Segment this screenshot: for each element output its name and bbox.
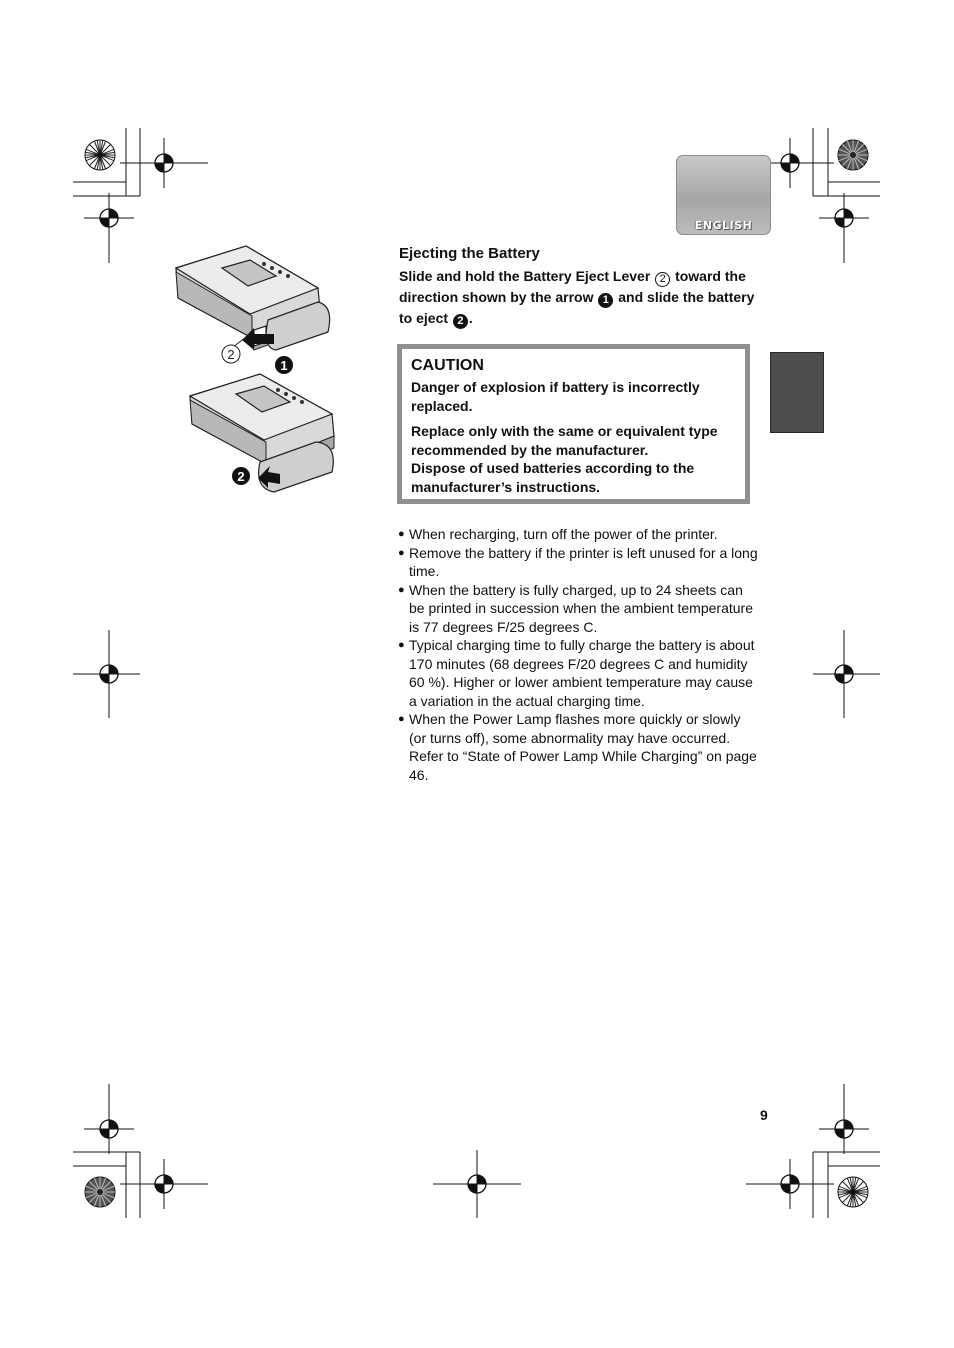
caution-line-1: Danger of explosion if battery is incorrectly replaced.	[411, 379, 700, 414]
eject-instruction	[399, 266, 759, 329]
eject-symbol: 2	[453, 314, 468, 329]
bullet-icon: ●	[398, 528, 405, 540]
instruction-part-2: toward the direction shown by the arrow	[399, 268, 746, 305]
notes-list	[398, 525, 758, 784]
arrow-symbol: 1	[598, 293, 613, 308]
bullet-icon: ●	[398, 713, 405, 725]
section-title: Ejecting the Battery	[399, 245, 540, 262]
battery-eject-illustration	[168, 240, 348, 500]
lever-label: 2	[227, 347, 235, 362]
bullet-icon: ●	[398, 583, 405, 596]
list-item	[398, 581, 758, 637]
language-tab-label: ENGLISH	[694, 219, 753, 232]
caution-line-3: Dispose of used batteries according to the manufacturer’s instructions.	[411, 460, 695, 495]
instruction-part-4: .	[468, 310, 473, 326]
list-item	[398, 525, 758, 544]
caution-box	[397, 344, 750, 504]
printer-figure-2	[190, 374, 334, 492]
step-2-label: 2	[237, 469, 245, 484]
caution-title: CAUTION	[411, 357, 484, 374]
section-index-block	[770, 352, 824, 433]
printer-figure-1	[176, 246, 330, 354]
list-item	[398, 710, 758, 784]
instruction-part-1: Slide and hold the Battery Eject Lever	[399, 268, 651, 284]
bullet-icon: ●	[398, 639, 405, 651]
note-text: When recharging, turn off the power of the printer.	[409, 526, 718, 542]
lever-symbol: 2	[655, 272, 670, 287]
list-item	[398, 636, 758, 710]
step-1-label: 1	[280, 358, 288, 373]
note-text: When the Power Lamp flashes more quickly or slowly (or turns off), some abnormality may have occurred. Refer to “State of Power Lamp While Charging” on page 46.	[409, 711, 757, 783]
caution-line-2: Replace only with the same or equivalent type recommended by the manufacturer.	[411, 423, 718, 458]
note-text: When the battery is fully charged, up to 24 sheets can be printed in succession when the ambient temperature is 77 degrees F/25 degrees C.	[409, 581, 753, 635]
page-number: 9	[760, 1107, 768, 1123]
instruction-part-3: and slide the battery to eject	[399, 289, 755, 326]
language-tab	[676, 155, 771, 235]
note-text: Remove the battery if the printer is left unused for a long time.	[409, 544, 758, 579]
list-item	[398, 544, 758, 581]
bullet-icon: ●	[398, 546, 405, 559]
note-text: Typical charging time to fully charge the battery is about 170 minutes (68 degrees F/20 degrees C and humidity 60 %). Higher or lower ambient temperature may cause a variation in the actual charging time.	[409, 637, 755, 709]
